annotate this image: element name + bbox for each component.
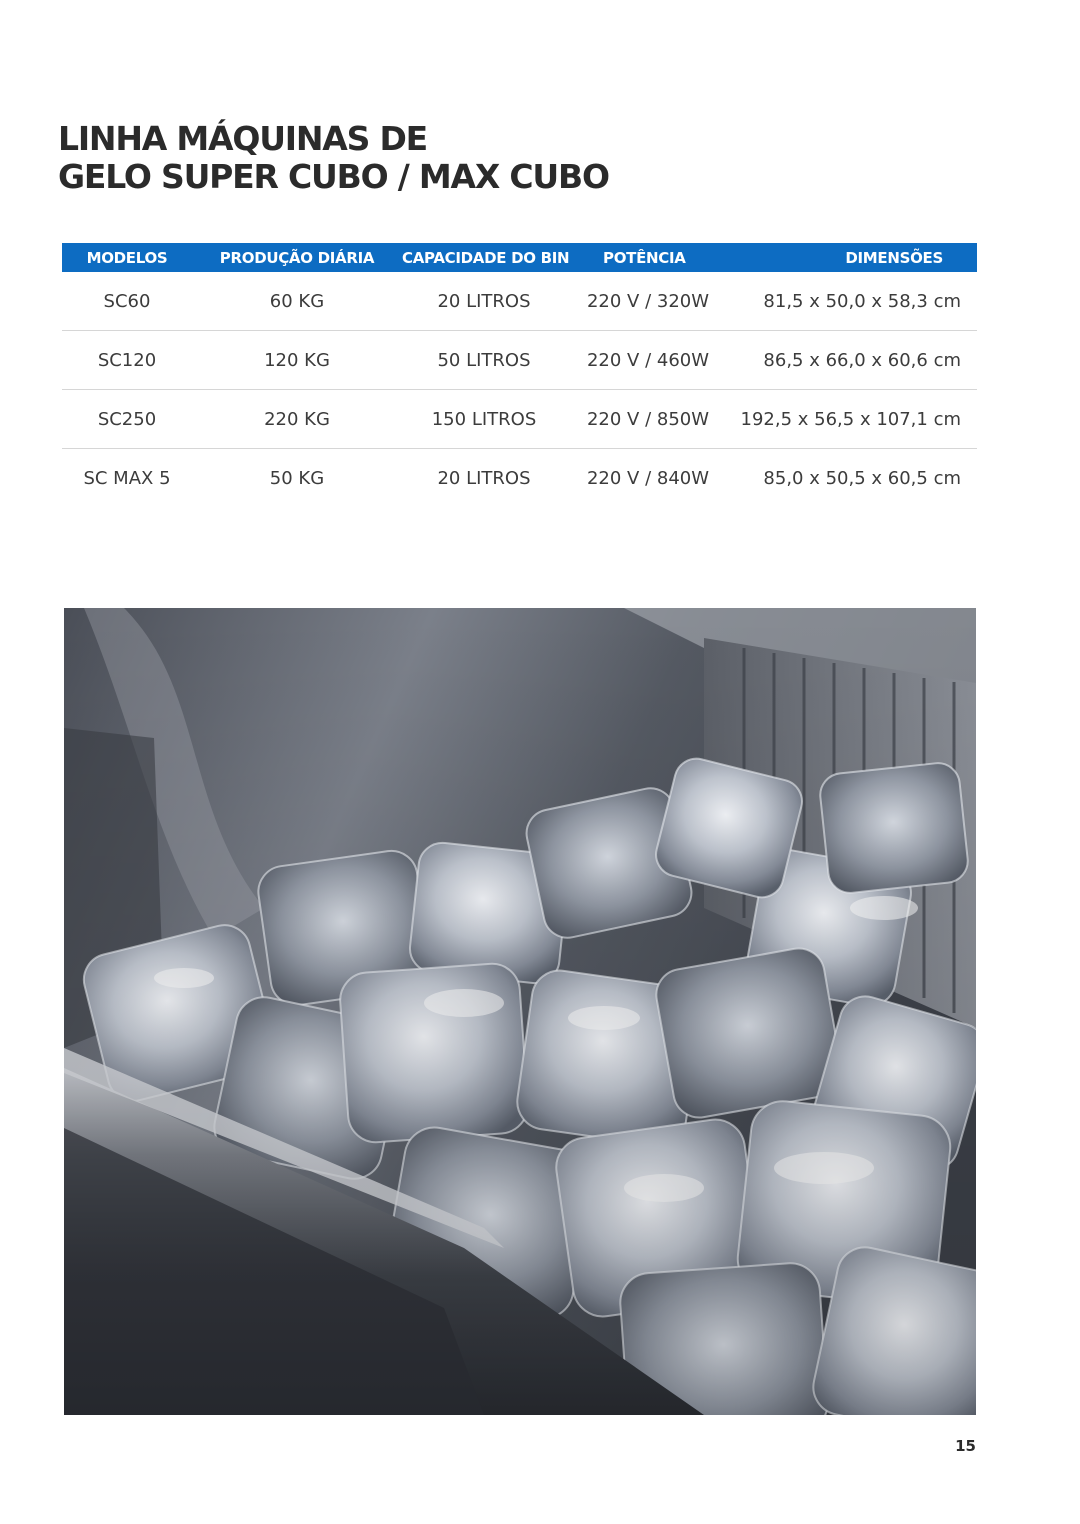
cell-dimensions: 85,0 x 50,5 x 60,5 cm	[763, 468, 961, 489]
column-header-producao-diaria: PRODUÇÃO DIÁRIA	[219, 248, 375, 267]
column-header-potencia: POTÊNCIA	[603, 248, 686, 267]
cell-dimensions: 86,5 x 66,0 x 60,6 cm	[763, 349, 961, 371]
cell-daily-production: 50 KG	[269, 468, 325, 489]
table-row	[62, 331, 977, 390]
column-header-modelos: MODELOS	[86, 248, 168, 267]
cell-power: 220 V / 460W	[586, 349, 710, 371]
cell-daily-production: 60 KG	[269, 290, 325, 312]
column-header-dimensoes: DIMENSÕES	[845, 248, 943, 267]
table-row	[62, 449, 977, 508]
cell-model: SC250	[97, 408, 157, 430]
table-row	[62, 390, 977, 449]
cell-bin-capacity: 150 LITROS	[431, 408, 537, 430]
cell-model: SC60	[103, 290, 151, 312]
page-number: 15	[955, 1437, 976, 1455]
cell-daily-production: 120 KG	[264, 349, 330, 371]
cell-dimensions: 81,5 x 50,0 x 58,3 cm	[763, 290, 961, 312]
ice-cubes-photo	[64, 608, 976, 1415]
cell-dimensions: 192,5 x 56,5 x 107,1 cm	[740, 408, 961, 430]
page-title	[58, 120, 609, 196]
specs-table	[62, 243, 977, 508]
cell-power: 220 V / 840W	[586, 468, 710, 489]
cell-bin-capacity: 20 LITROS	[437, 468, 531, 489]
column-header-capacidade-do-bin: CAPACIDADE DO BIN	[402, 248, 570, 267]
cell-bin-capacity: 20 LITROS	[437, 290, 531, 312]
cell-daily-production: 220 KG	[264, 408, 330, 430]
page-title-line-2: GELO SUPER CUBO / MAX CUBO	[58, 157, 609, 196]
table-row	[62, 272, 977, 331]
cell-bin-capacity: 50 LITROS	[437, 349, 531, 371]
cell-model: SC120	[97, 349, 157, 371]
cell-power: 220 V / 320W	[586, 290, 710, 312]
page-title-line-1: LINHA MÁQUINAS DE	[58, 119, 428, 158]
cell-power: 220 V / 850W	[586, 408, 710, 430]
cell-model: SC MAX 5	[83, 468, 171, 489]
table-header	[62, 243, 977, 272]
